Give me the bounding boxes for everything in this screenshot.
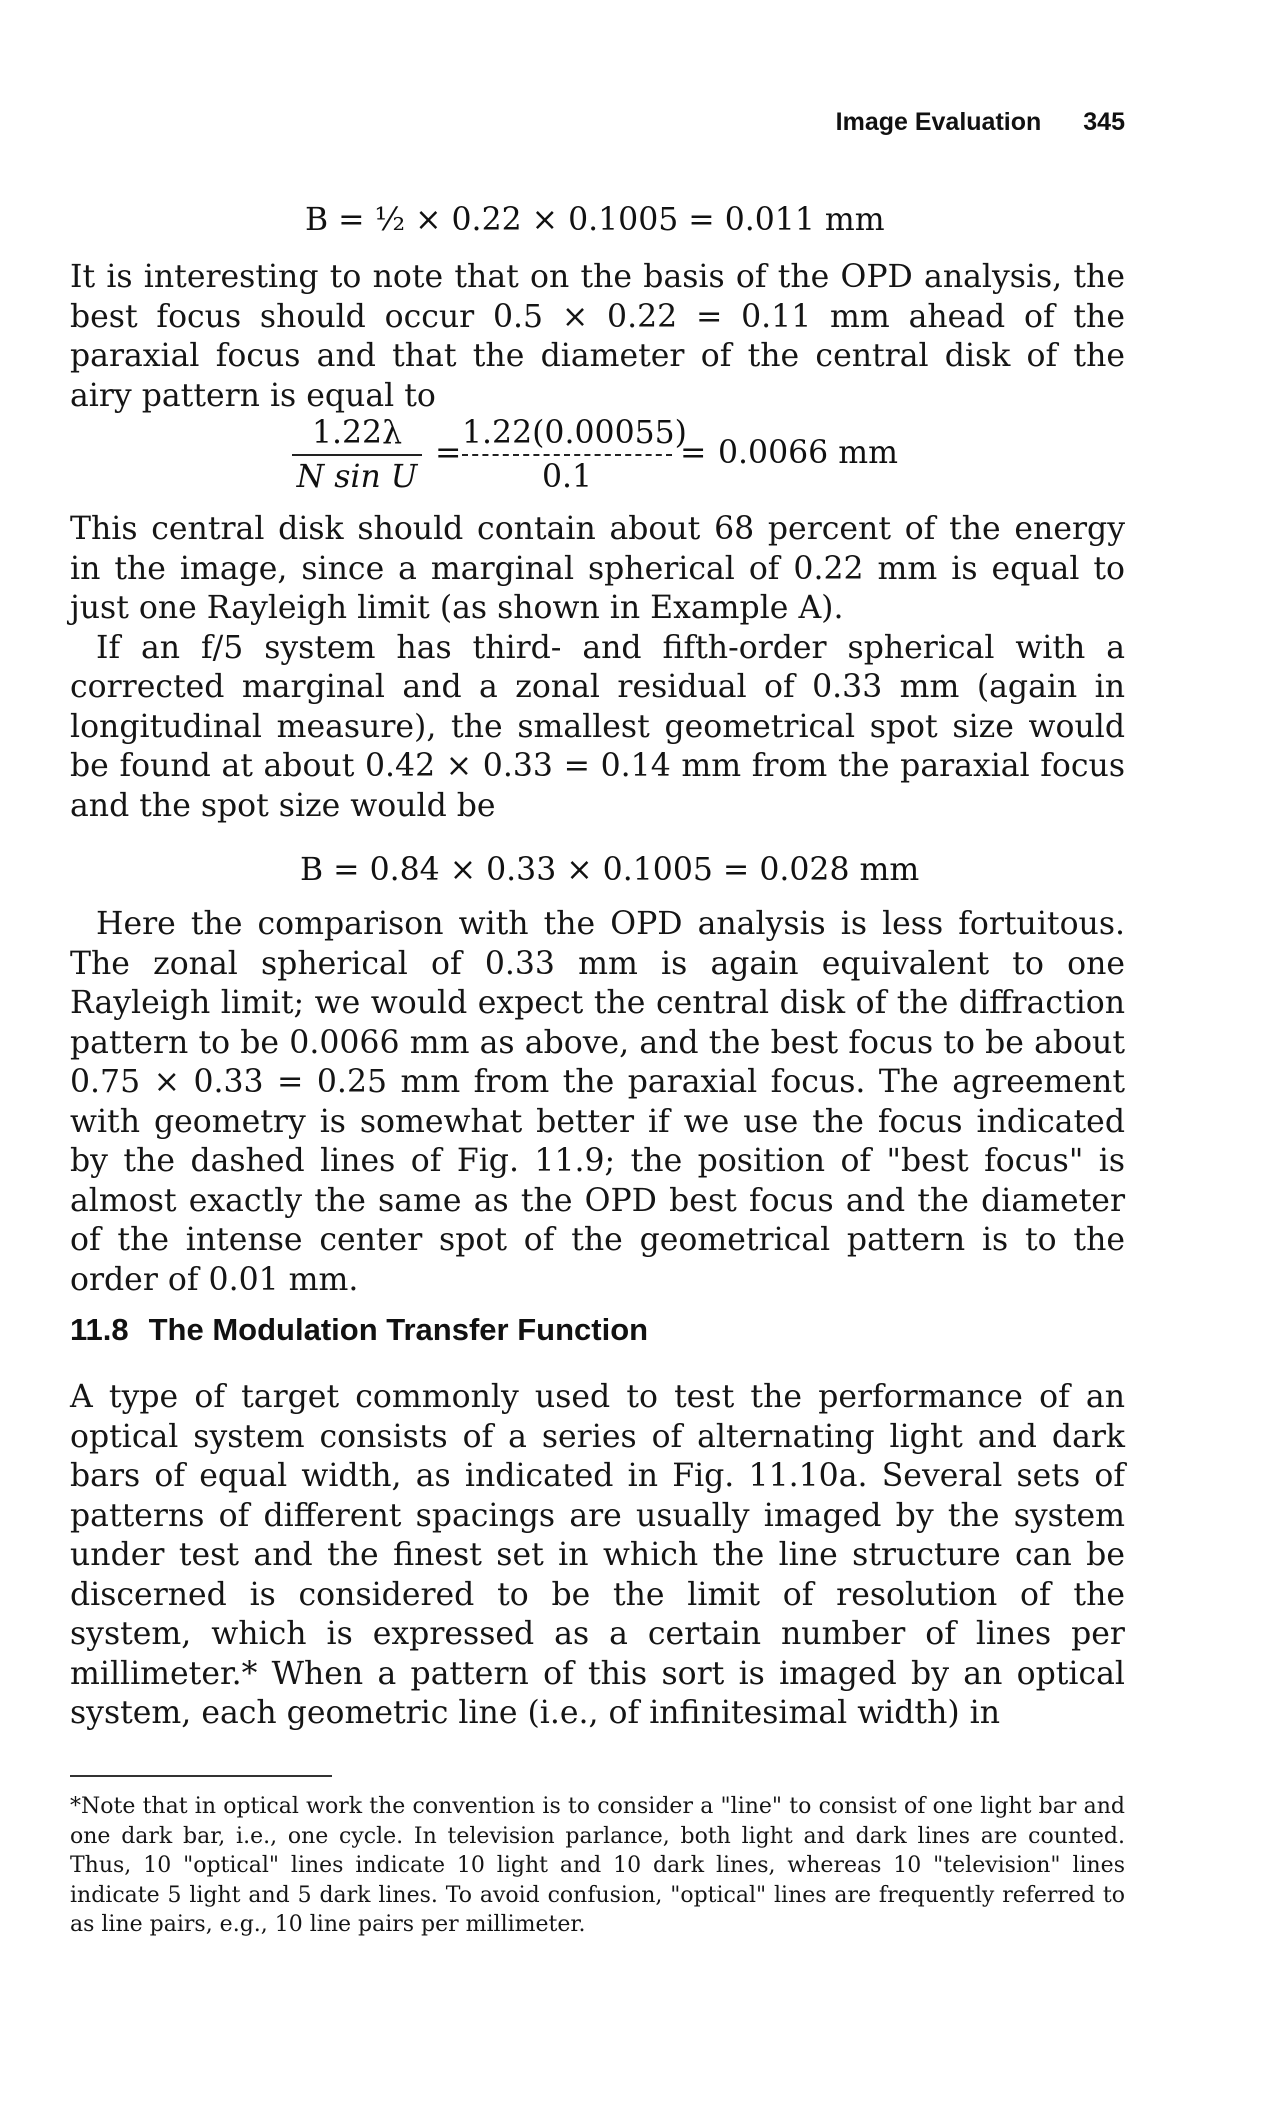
running-head	[0, 108, 1125, 137]
fraction-denominator: 0.1	[541, 459, 593, 495]
fraction-denominator: N sin U	[296, 459, 418, 495]
fraction-bar	[462, 454, 672, 456]
section-heading	[70, 1312, 648, 1348]
equation-result: 0.0066 mm	[718, 435, 898, 471]
section-title: The Modulation Transfer Function	[148, 1312, 649, 1347]
fraction-airy-formula	[292, 415, 422, 495]
fraction-bar	[292, 454, 422, 456]
fraction-numerator: 1.22λ	[311, 415, 403, 451]
page-number: 345	[1083, 108, 1125, 136]
fraction-airy-values	[462, 415, 687, 495]
footnote-rule	[70, 1775, 332, 1777]
paragraph-opd-best-focus: It is interesting to note that on the basis of the OPD analysis, the best focus should occur 0.5 × 0.22 = 0.11 mm ahead of the paraxial focus and that the diameter of the central disk of the airy pattern is equal to	[70, 259, 1125, 414]
paragraph-bar-target: A type of target commonly used to test the performance of an optical system consists of a series of alternating light and dark bars of equal width, as indicated in Fig. 11.10a. Several sets of patterns of different spacings are usually imaged by the system under test and the finest set in which the line structure can be discerned is considered to be the limit of resolution of the system, which is expressed as a certain number of lines per millimeter.* When a pattern of this sort is imaged by an optical system, each geometric line (i.e., of infinitesimal width) in	[70, 1379, 1125, 1731]
running-head-title: Image Evaluation	[835, 108, 1042, 136]
paragraph-opd-comparison: Here the comparison with the OPD analysis is less fortuitous. The zonal spherical of 0.33 mm is again equivalent to one Rayleigh limit; we would expect the central disk of the diffraction pattern to be 0.0066 mm as above, and the best focus to be about 0.75 × 0.33 = 0.25 mm from the paraxial focus. The agreement with geometry is somewhat better if we use the focus indicated by the dashed lines of Fig. 11.9; the position of "best focus" is almost exactly the same as the OPD best focus and the diameter of the intense center spot of the geometrical pattern is to the order of 0.01 mm.	[70, 906, 1125, 1298]
equals-sign: =	[435, 435, 462, 471]
equation-spot-size-2: B = 0.84 × 0.33 × 0.1005 = 0.028 mm	[300, 852, 920, 888]
equals-sign: =	[680, 435, 707, 471]
paragraph-f5-system: If an f/5 system has third- and fifth-order spherical with a corrected marginal and a zonal residual of 0.33 mm (again in longitudinal measure), the smallest geometrical spot size would be found at about 0.42 × 0.33 = 0.14 mm from the paraxial focus and the spot size would be	[70, 629, 1125, 824]
footnote: *Note that in optical work the convention is to consider a "line" to consist of one light bar and one dark bar, i.e., one cycle. In television parlance, both light and dark lines are counted. Thus, 10 "optical" lines indicate 10 light and 10 dark lines, whereas 10 "television" lines indicate 5 light and 5 dark lines. To avoid confusion, "optical" lines are frequently referred to as line pairs, e.g., 10 line pairs per millimeter.	[70, 1794, 1125, 1937]
paragraph-central-disk-energy: This central disk should contain about 68 percent of the energy in the image, since a marginal spherical of 0.22 mm is equal to just one Rayleigh limit (as shown in Example A).	[70, 511, 1125, 626]
equation-spot-size-1: B = ½ × 0.22 × 0.1005 = 0.011 mm	[305, 202, 885, 238]
fraction-numerator: 1.22(0.00055)	[462, 415, 687, 451]
section-number: 11.8	[70, 1312, 129, 1347]
